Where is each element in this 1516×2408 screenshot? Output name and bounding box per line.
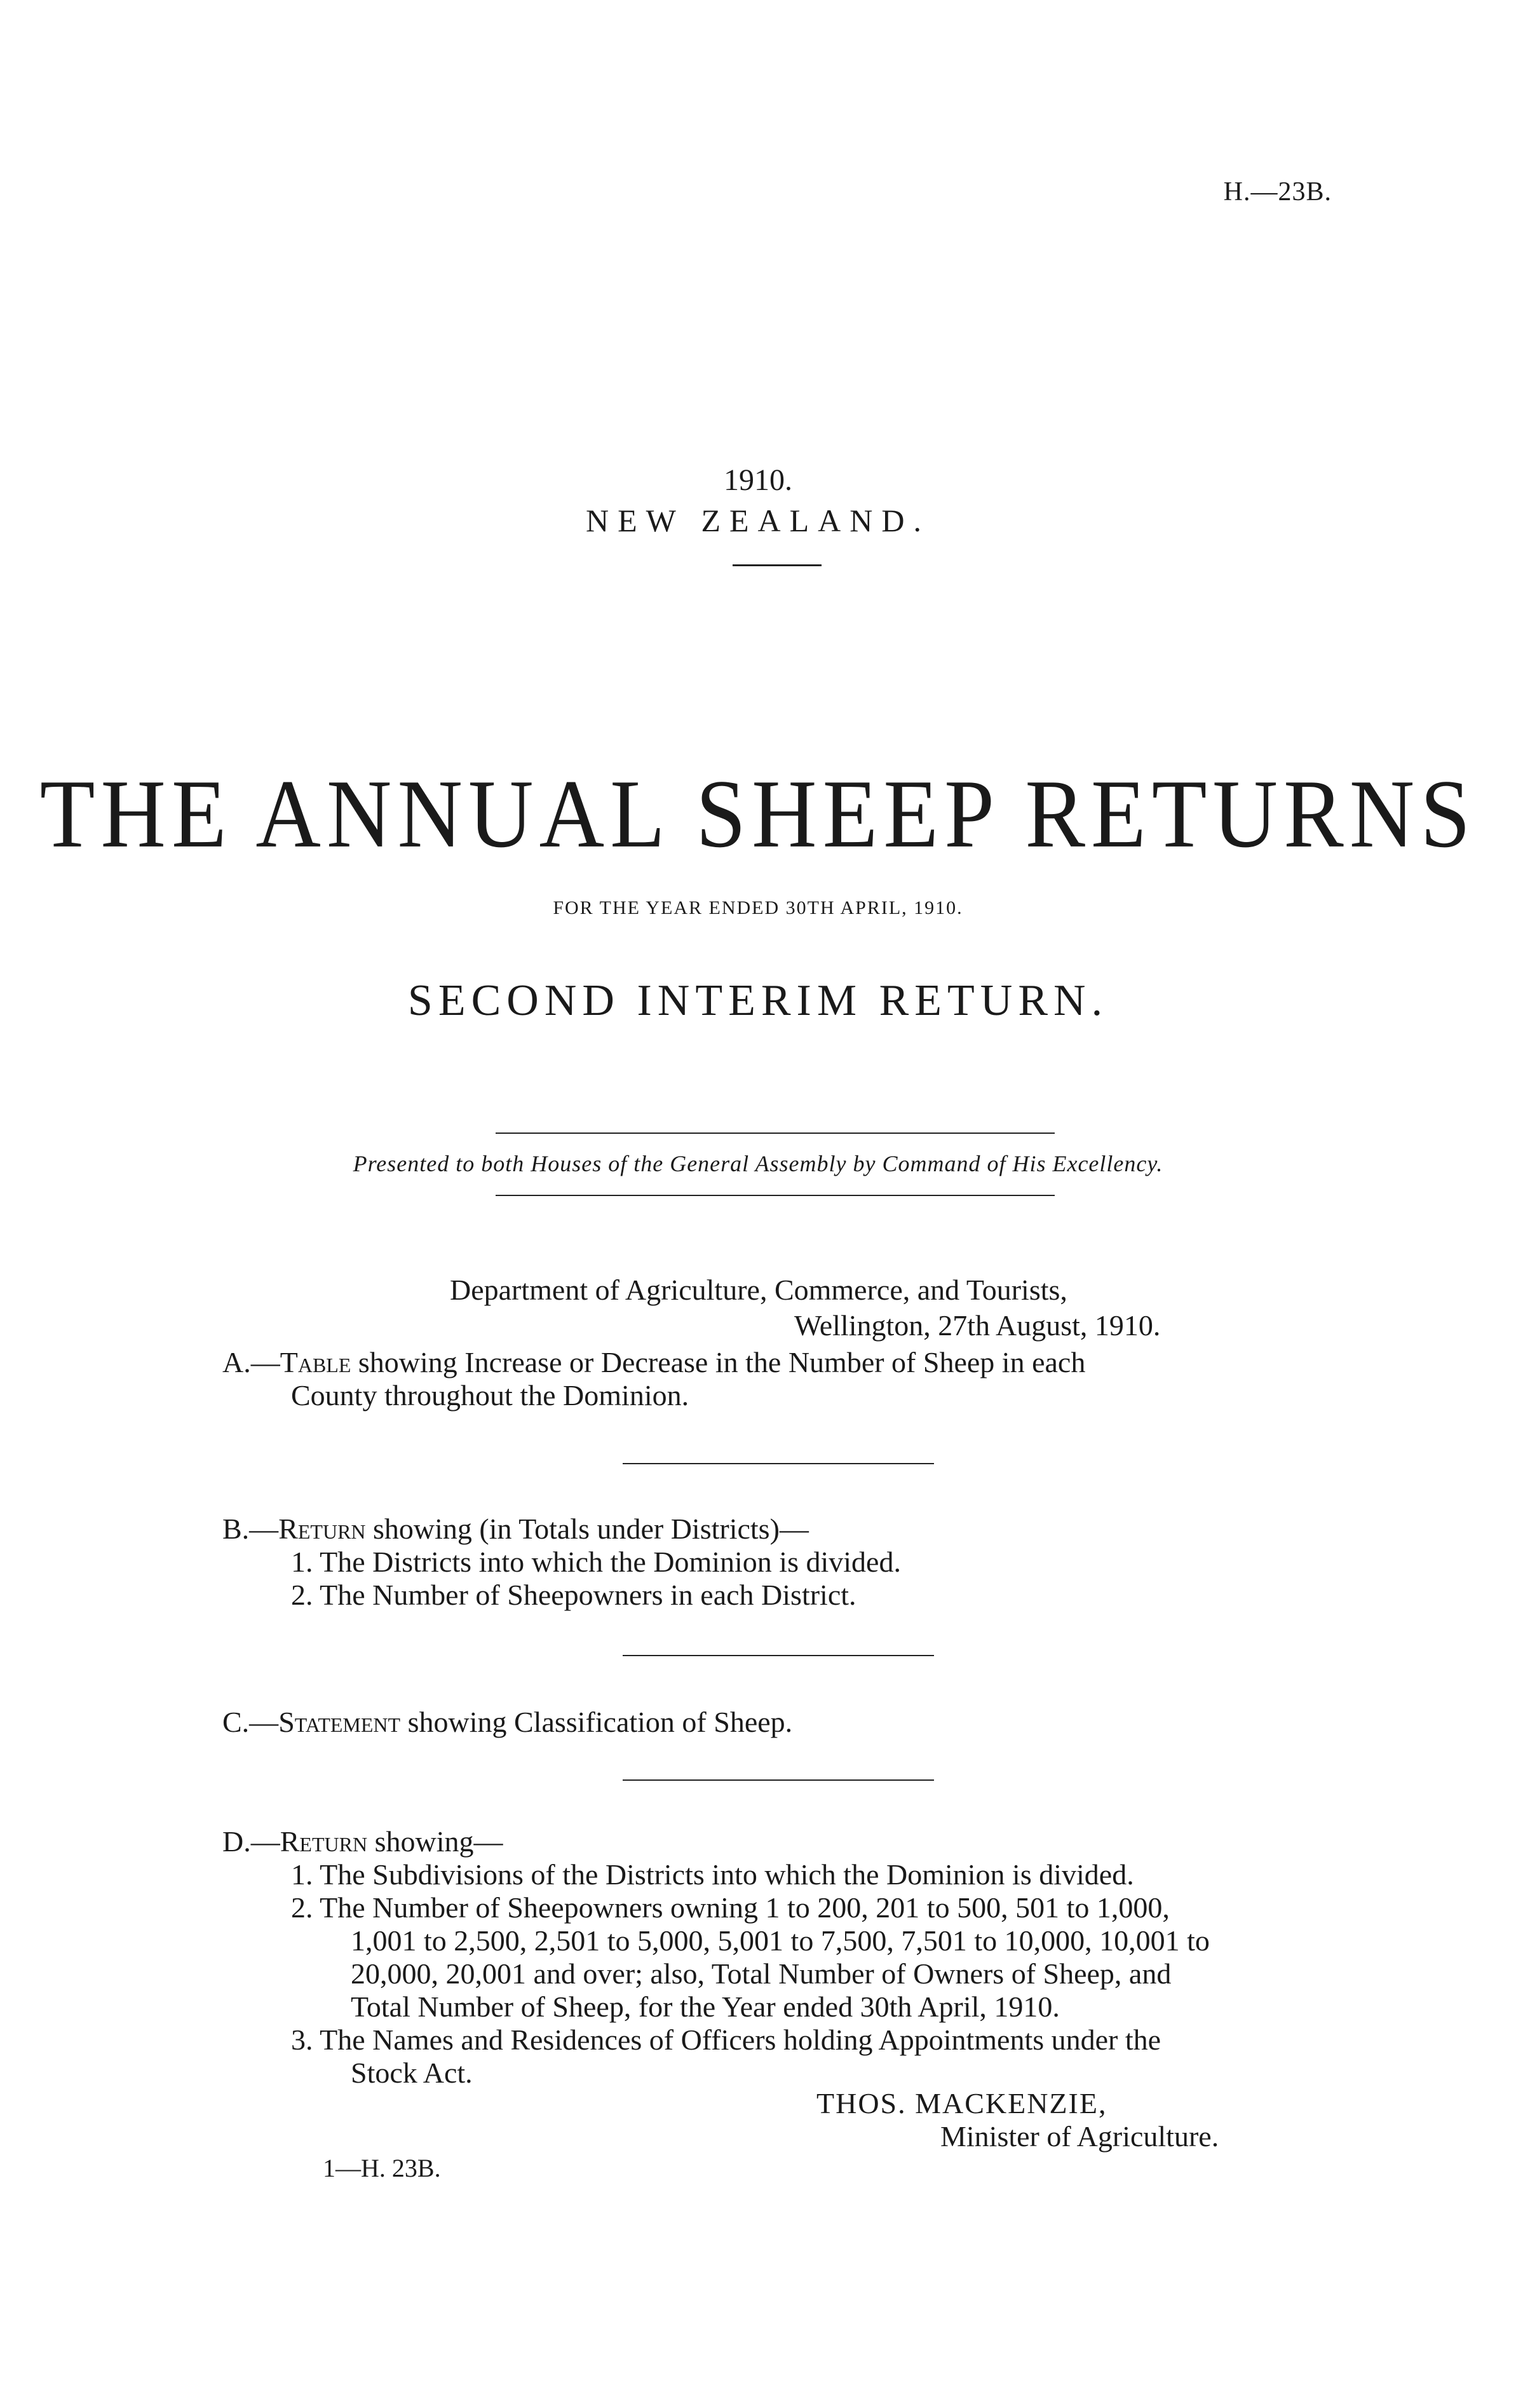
section-c-keyword: Statement: [278, 1706, 401, 1738]
signature-title: Minister of Agriculture.: [940, 2120, 1219, 2153]
section-d-item-1: 1. The Subdivisions of the Districts into which the Dominion is divided.: [291, 1858, 1134, 1891]
presented-rule-top: [496, 1133, 1055, 1134]
place-date-line: Wellington, 27th August, 1910.: [794, 1309, 1161, 1342]
section-b-keyword: Return: [278, 1513, 366, 1545]
section-b-prefix: B.—: [222, 1513, 279, 1545]
section-d-text: showing—: [367, 1825, 503, 1858]
main-title: THE ANNUAL SHEEP RETURNS: [39, 759, 1477, 868]
section-b-line1: [222, 1511, 809, 1547]
presented-rule-bottom: [496, 1195, 1055, 1196]
section-b-item-1: 1. The Districts into which the Dominion is divided.: [291, 1546, 901, 1578]
section-d-item-2-line2: 1,001 to 2,500, 2,501 to 5,000, 5,001 to 7,500, 7,501 to 10,000, 10,001 to: [351, 1924, 1210, 1957]
year: 1910.: [724, 463, 792, 497]
section-b-item-2: 2. The Number of Sheepowners in each District.: [291, 1579, 856, 1611]
section-divider-3: [623, 1779, 934, 1781]
title-rule: [733, 564, 822, 566]
section-d-item-2-line4: Total Number of Sheep, for the Year ended 30th April, 1910.: [351, 1990, 1060, 2023]
section-divider-1: [623, 1463, 934, 1464]
section-d-item-2-line3: 20,000, 20,001 and over; also, Total Number of Owners of Sheep, and: [351, 1957, 1172, 1990]
section-c-text: showing Classification of Sheep.: [400, 1706, 793, 1738]
section-d-item-3-line1: 3. The Names and Residences of Officers holding Appointments under the: [291, 2024, 1161, 2056]
paper-reference: H.—23B.: [1223, 177, 1332, 207]
section-a-keyword: Table: [280, 1346, 351, 1378]
signature-name: THOS. MACKENZIE,: [816, 2087, 1107, 2119]
section-d-line1: [222, 1824, 503, 1860]
department-line: Department of Agriculture, Commerce, and Tourists,: [450, 1274, 1067, 1306]
country-heading: NEW ZEALAND.: [586, 503, 930, 538]
sheet-reference: 1—H. 23B.: [323, 2154, 441, 2182]
section-c-line1: [222, 1704, 792, 1740]
section-divider-2: [623, 1655, 934, 1656]
section-a-line2: County throughout the Dominion.: [291, 1379, 689, 1411]
section-a-prefix: A.—: [222, 1346, 280, 1378]
section-c-prefix: C.—: [222, 1706, 279, 1738]
section-a-line1: [222, 1345, 1085, 1380]
main-subtitle: FOR THE YEAR ENDED 30TH APRIL, 1910.: [553, 897, 963, 918]
section-b-text: showing (in Totals under Districts)—: [365, 1513, 809, 1545]
section-a-text: showing Increase or Decrease in the Number of Sheep in each: [351, 1346, 1086, 1378]
section-d-prefix: D.—: [222, 1825, 280, 1858]
section-d-item-2-line1: 2. The Number of Sheepowners owning 1 to 200, 201 to 500, 501 to 1,000,: [291, 1891, 1170, 1924]
section-d-keyword: Return: [280, 1825, 368, 1858]
presented-line: Presented to both Houses of the General Assembly by Command of His Excellency.: [353, 1151, 1163, 1176]
return-title: SECOND INTERIM RETURN.: [407, 976, 1109, 1025]
section-d-item-3-line2: Stock Act.: [351, 2057, 473, 2089]
